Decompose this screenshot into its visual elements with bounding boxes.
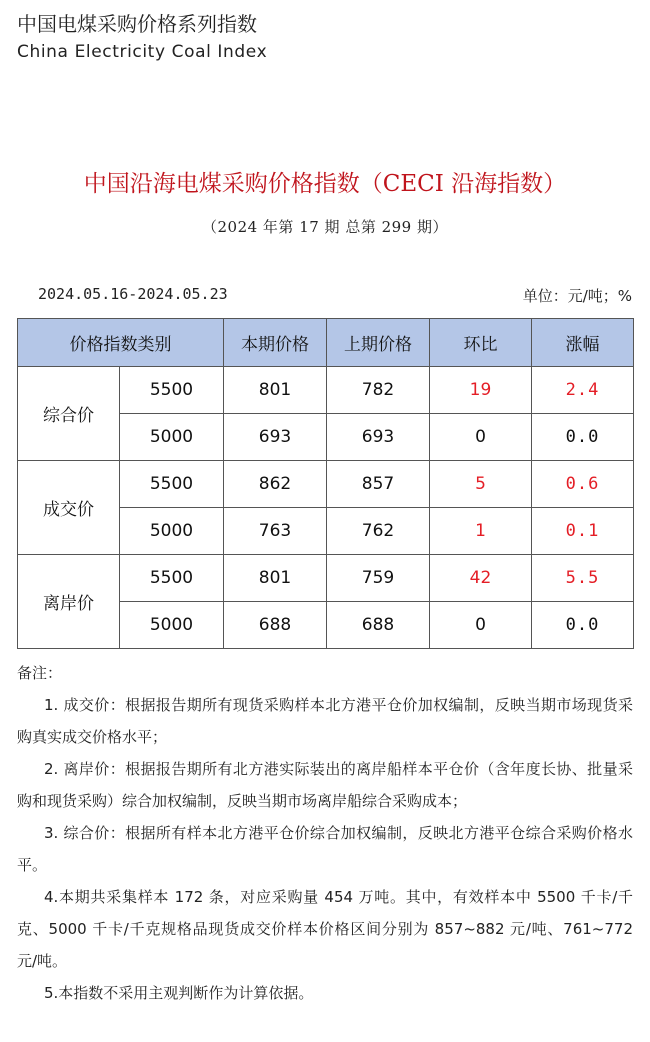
category-cell: 综合价: [18, 367, 120, 461]
pct-cell: 0.0: [532, 602, 634, 649]
price-index-table: [17, 318, 634, 649]
current-price-cell: 862: [224, 461, 327, 508]
change-cell: 42: [430, 555, 532, 602]
header-title-en: China Electricity Coal Index: [17, 42, 268, 62]
grade-cell: 5500: [120, 461, 224, 508]
current-price-cell: 801: [224, 555, 327, 602]
header-previous: 上期价格: [327, 319, 430, 367]
header-category: 价格指数类别: [18, 319, 224, 367]
change-cell: 0: [430, 602, 532, 649]
pct-cell: 0.0: [532, 414, 634, 461]
note-item: 1. 成交价：根据报告期所有现货采购样本北方港平仓价加权编制，反映当期市场现货采购真实成交价格水平；: [17, 696, 633, 746]
header-change: 环比: [430, 319, 532, 367]
notes-section: [17, 657, 633, 1009]
change-cell: 5: [430, 461, 532, 508]
previous-price-cell: 857: [327, 461, 430, 508]
change-cell: 19: [430, 367, 532, 414]
grade-cell: 5500: [120, 367, 224, 414]
note-item: 5.本指数不采用主观判断作为计算依据。: [44, 984, 314, 1002]
pct-cell: 0.6: [532, 461, 634, 508]
pct-cell: 2.4: [532, 367, 634, 414]
previous-price-cell: 782: [327, 367, 430, 414]
note-item: 2. 离岸价：根据报告期所有北方港实际装出的离岸船样本平仓价（含年度长协、批量采购和现货采购）综合加权编制，反映当期市场离岸船综合采购成本；: [17, 760, 633, 810]
previous-price-cell: 759: [327, 555, 430, 602]
table-row: [18, 461, 634, 508]
previous-price-cell: 688: [327, 602, 430, 649]
current-price-cell: 693: [224, 414, 327, 461]
grade-cell: 5000: [120, 508, 224, 555]
report-title: 中国沿海电煤采购价格指数（CECI 沿海指数）: [83, 171, 567, 197]
table-row: [18, 555, 634, 602]
previous-price-cell: 762: [327, 508, 430, 555]
grade-cell: 5500: [120, 555, 224, 602]
current-price-cell: 688: [224, 602, 327, 649]
unit-label: 单位：元/吨；%: [522, 287, 632, 305]
grade-cell: 5000: [120, 602, 224, 649]
header-pct: 涨幅: [532, 319, 634, 367]
note-item: 4.本期共采集样本 172 条，对应采购量 454 万吨。其中，有效样本中 5500 千卡/千克、5000 千卡/千克规格品现货成交价样本价格区间分别为 857~882 元/吨、761~772 元/吨。: [17, 888, 633, 970]
pct-cell: 5.5: [532, 555, 634, 602]
category-cell: 离岸价: [18, 555, 120, 649]
grade-cell: 5000: [120, 414, 224, 461]
pct-cell: 0.1: [532, 508, 634, 555]
notes-label: 备注：: [17, 664, 63, 682]
change-cell: 0: [430, 414, 532, 461]
note-item: 3. 综合价：根据所有样本北方港平仓价综合加权编制，反映北方港平仓综合采购价格水平。: [17, 824, 633, 874]
header-current: 本期价格: [224, 319, 327, 367]
current-price-cell: 763: [224, 508, 327, 555]
previous-price-cell: 693: [327, 414, 430, 461]
change-cell: 1: [430, 508, 532, 555]
report-issue: （2024 年第 17 期 总第 299 期）: [201, 218, 448, 236]
header-title-cn: 中国电煤采购价格系列指数: [17, 12, 257, 36]
category-cell: 成交价: [18, 461, 120, 555]
date-range: 2024.05.16-2024.05.23: [38, 285, 228, 303]
table-header-row: [18, 319, 634, 367]
current-price-cell: 801: [224, 367, 327, 414]
table-row: [18, 367, 634, 414]
